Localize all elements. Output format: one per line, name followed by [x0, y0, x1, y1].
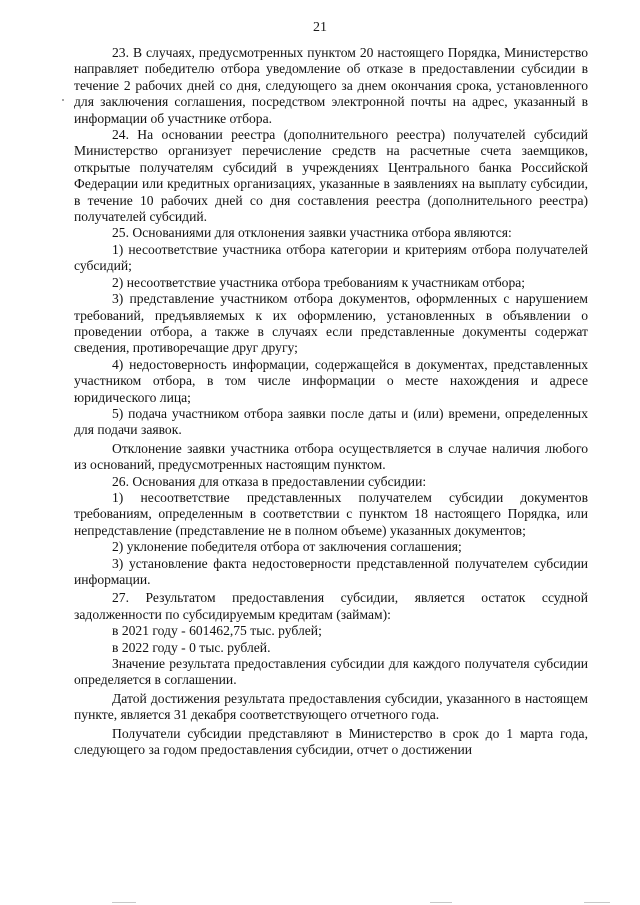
scan-artifact [430, 902, 452, 903]
scan-artifact [584, 902, 610, 903]
paragraph-report: Получатели субсидии представляют в Министерство в срок до 1 марта года, следующего за годом предоставления субсидии, отчет о достижении [74, 725, 588, 758]
paragraph-27: 27. Результатом предоставления субсидии, является остаток ссудной задолженности по субсидируемым кредитам (займам): [74, 590, 588, 622]
paragraph-27-year-2021: в 2021 году - 601462,75 тыс. рублей; [112, 623, 322, 639]
paragraph-26-item-1: 1) несоответствие представленных получателем субсидии документов требованиям, определенным в соответствии с пунктом 18 настоящего Порядка, или непредставление (представление не в полном объеме) указанных документов; [74, 489, 588, 538]
scan-artifact [112, 902, 136, 903]
paragraph-25-item-1: 1) несоответствие участника отбора категории и критериям отбора получателей субсидий; [74, 241, 588, 274]
paragraph-27-year-2022: в 2022 году - 0 тыс. рублей. [112, 639, 271, 655]
page-number: 21 [313, 20, 327, 35]
document-body [74, 45, 588, 758]
paragraph-25-item-4: 4) недостоверность информации, содержащейся в документах, представленных участником отбора, в том числе информации о месте нахождения и адресе юридического лица; [74, 356, 588, 405]
paragraph-26: 26. Основания для отказа в предоставлении субсидии: [112, 473, 427, 489]
paragraph-26-item-3: 3) установление факта недостоверности представленной получателем субсидии информации. [74, 555, 588, 587]
paragraph-25: 25. Основаниями для отклонения заявки участника отбора являются: [112, 225, 512, 241]
paragraph-24: 24. На основании реестра (дополнительного реестра) получателей субсидий Министерство организует перечисление средств на расчетные счета заемщиков, открытые получателям субсидий в учреждениях Центрального банка Российской Федерации или кредитных организациях, указанные в заявлениях на выплату субсидии, в течение 10 рабочих дней со дня составления реестра (дополнительного реестра) получателей субсидий. [74, 127, 588, 225]
scan-dot [62, 99, 64, 101]
paragraph-25-item-3: 3) представление участником отбора документов, оформленных с нарушением требований, предъявляемых к их оформлению, установленных в объявлении о проведении отбора, а также в случаях если представленные документы содержат сведения, противоречащие друг другу; [74, 291, 588, 356]
paragraph-rejection-note: Отклонение заявки участника отбора осуществляется в случае наличия любого из оснований, предусмотренных настоящим пунктом. [74, 440, 588, 473]
paragraph-25-item-5: 5) подача участником отбора заявки после даты и (или) времени, определенных для подачи заявок. [74, 405, 588, 438]
paragraph-26-item-2: 2) уклонение победителя отбора от заключения соглашения; [112, 539, 462, 555]
paragraph-27-result-value: Значение результата предоставления субсидии для каждого получателя субсидии определяется в соглашении. [74, 656, 588, 688]
paragraph-23: 23. В случаях, предусмотренных пунктом 20 настоящего Порядка, Министерство направляет победителю отбора уведомление об отказе в предоставлении субсидии в течение 2 рабочих дней со дня, следующего за днем окончания срока, установленного для заключения соглашения, посредством электронной почты на адрес, указанный в информации об участнике отбора. [74, 45, 588, 126]
paragraph-27-result-date: Датой достижения результата предоставления субсидии, указанного в настоящем пункте, является 31 декабря соответствующего отчетного года. [74, 690, 588, 723]
paragraph-25-item-2: 2) несоответствие участника отбора требованиям к участникам отбора; [112, 274, 526, 290]
